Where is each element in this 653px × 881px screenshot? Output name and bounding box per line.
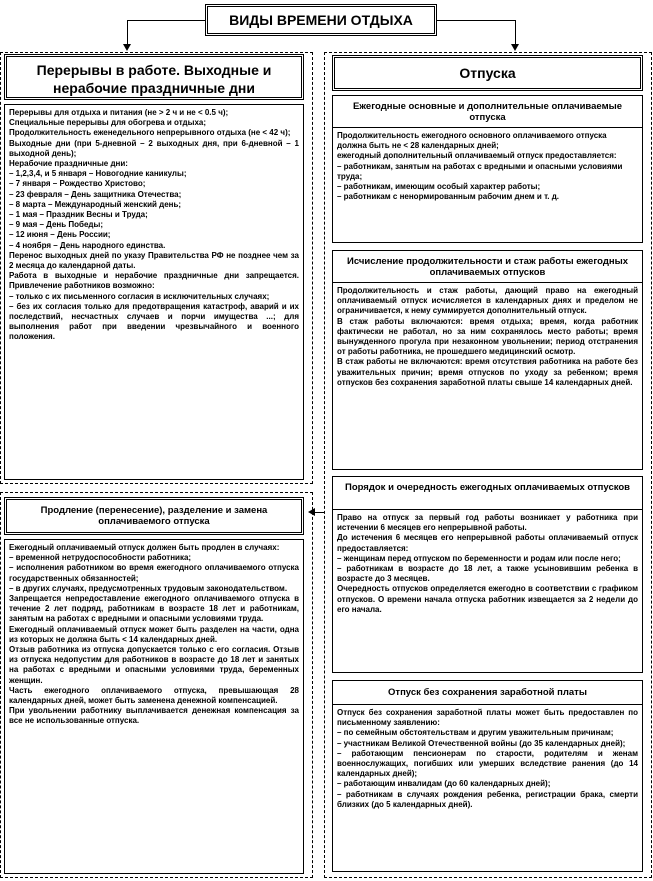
left-sub-lines — [9, 543, 299, 727]
left-sub-line: Запрещается непредоставление ежегодного оплачиваемого отпуска в течение 2 лет подряд, работникам в возрасте 18 лет и работникам, занятым на работах с вредными и опасными условиями труда. — [9, 594, 299, 624]
left-main-header: Перерывы в работе. Выходные и нерабочие праздничные дни — [4, 54, 304, 100]
left-main-line: Выходные дни (при 5-дневной – 2 выходных дня, при 6-дневной – 1 выходной день); — [9, 138, 299, 158]
right-section-1-line: – работникам с ненормированным рабочим днем и т. д. — [337, 192, 560, 202]
connector-title-right-down — [515, 20, 516, 45]
right-section-1-frame — [332, 95, 643, 243]
right-section-4-line: – работающим инвалидам (до 60 календарных дней); — [337, 779, 551, 789]
left-main-line: Специальные перерывы для обогрева и отдыха; — [9, 118, 207, 128]
right-section-2-line: Продолжительность и стаж работы, дающий право на ежегодный оплачиваемый отпуск исчисляется в календарных днях и пределом не ограничивается, к нему суммируется дополнительный отпуск. — [337, 286, 638, 316]
right-section-1-line: Продолжительность ежегодного основного оплачиваемого отпуска должна быть не < 28 календарных дней; — [337, 131, 607, 151]
left-sub-line: Ежегодный оплачиваемый отпуск может быть разделен на части, одна из которых не должна быть < 14 календарных дней. — [9, 624, 299, 644]
arrow-down-right-icon — [511, 44, 519, 51]
connector-title-right — [437, 20, 516, 21]
arrow-down-left-icon — [123, 44, 131, 51]
right-section-4-line: – работникам в случаях рождения ребенка, регистрации брака, смерти близких (до 5 календарных дней). — [337, 789, 638, 809]
right-section-2-line: В стаж работы не включаются: время отсутствия работника на работе без уважительных причин; время отпусков по уходу за ребенком; время отпусков без сохранения заработной платы свыше 14 календарных дней. — [337, 357, 638, 387]
diagram-title: ВИДЫ ВРЕМЕНИ ОТДЫХА — [205, 4, 437, 36]
connector-title-left — [127, 20, 205, 21]
right-section-1-line: – работникам, занятым на работах с вредными и опасными условиями труда; — [337, 161, 623, 181]
left-main-line: – 8 марта – Международный женский день; — [9, 199, 182, 209]
left-main-line: – только с их письменного согласия в исключительных случаях; — [9, 291, 270, 301]
right-section-2-content — [333, 283, 642, 391]
right-section-4-line: Отпуск без сохранения заработной платы может быть предоставлен по письменному заявлению: — [337, 708, 638, 728]
left-main-line: – без их согласия только для предотвращения катастроф, аварий и их последствий, несчастных случаев и порчи имущества ...; для выполнения работ при введении чрезвычайного и военного положения. — [9, 301, 299, 342]
left-main-line: Перерывы для отдыха и питания (не > 2 ч и не < 0.5 ч); — [9, 108, 229, 117]
right-section-2-frame — [332, 250, 643, 470]
right-section-2-line: В стаж работы включаются: время отдыха; время, когда работник фактически не работал, но за ним сохранялось место работы; время вынужденного прогула при незаконном увольнении; период отстранения от работы работника, не прошедшего медицинский осмотр. — [337, 316, 638, 357]
left-sub-line: Часть ежегодного оплачиваемого отпуска, превышающая 28 календарных дней, может быть заменена денежной компенсацией. — [9, 685, 299, 706]
right-section-3-line: Очередность отпусков определяется ежегодно в соответствии с графиком отпусков. О времени начала отпуска работник извещается за 2 недели до его начала. — [337, 584, 638, 614]
left-sub-line: – в других случаях, предусмотренных трудовым законодательством. — [9, 583, 288, 593]
right-main-header: Отпуска — [332, 55, 643, 91]
right-section-3-frame — [332, 476, 643, 673]
left-main-line: – 12 июня – День России; — [9, 230, 111, 240]
connector-title-left-down — [127, 20, 128, 45]
left-sub-line: При увольнении работнику выплачивается денежная компенсация за все не использованные отпуска. — [9, 706, 299, 726]
left-main-line: – 23 февраля – День защитника Отечества; — [9, 189, 182, 199]
right-section-2-header: Исчисление продолжительности и стаж работы ежегодных оплачиваемых отпусков — [333, 251, 642, 283]
left-sub-line: Ежегодный оплачиваемый отпуск должен быть продлен в случаях: — [9, 543, 280, 552]
left-sub-content — [4, 539, 304, 874]
left-main-content — [4, 104, 304, 480]
right-section-4-line: – по семейным обстоятельствам и другим уважительным причинам; — [337, 728, 614, 738]
right-section-1-line: – работникам, имеющим особый характер работы; — [337, 182, 541, 192]
left-main-line: Продолжительность еженедельного непрерывного отдыха (не < 42 ч); — [9, 128, 291, 138]
right-section-1-header: Ежегодные основные и дополнительные оплачиваемые отпуска — [333, 96, 642, 128]
right-section-4-line: – работающим пенсионерам по старости, родителям и женам военнослужащих, погибших или умерших вследствие ранения (до 14 календарных дней); — [337, 748, 638, 779]
right-section-3-line: – женщинам перед отпуском по беременности и родам или после него; — [337, 553, 621, 563]
right-section-2-lines — [337, 286, 638, 388]
right-section-3-content — [333, 510, 642, 618]
right-section-4-line: – участникам Великой Отечественной войны (до 35 календарных дней); — [337, 738, 626, 748]
left-main-line: Работа в выходные и нерабочие праздничные дни запрещается. Привлечение работников возможно: — [9, 271, 299, 291]
right-section-1-lines — [337, 131, 638, 202]
left-sub-line: – временной нетрудоспособности работника; — [9, 553, 192, 563]
right-section-4-lines — [337, 708, 638, 810]
left-main-line: – 4 ноября – День народного единства. — [9, 240, 166, 250]
left-main-line: – 1 мая – Праздник Весны и Труда; — [9, 210, 148, 220]
right-section-3-header: Порядок и очередность ежегодных оплачиваемых отпусков — [333, 477, 642, 510]
right-section-4-frame — [332, 680, 643, 872]
right-section-4-header: Отпуск без сохранения заработной платы — [333, 681, 642, 705]
left-sub-line: – исполнения работником во время ежегодного оплачиваемого отпуска государственных обязанностей; — [9, 563, 299, 583]
right-section-3-line: Право на отпуск за первый год работы возникает у работника при истечении 6 месяцев его непрерывной работы. — [337, 513, 638, 533]
left-main-lines — [9, 108, 299, 343]
left-main-line: Перенос выходных дней по указу Правительства РФ не позднее чем за 2 месяца до календарной даты. — [9, 250, 299, 271]
connector-right-to-leftsub — [314, 512, 324, 513]
left-sub-header-text: Продление (перенесение), разделение и замена оплачиваемого отпуска — [40, 505, 268, 527]
right-section-3-lines — [337, 513, 638, 615]
right-section-3-line: До истечения 6 месяцев его непрерывной работы оплачиваемый отпуск предоставляется: — [337, 533, 638, 553]
left-main-line: Нерабочие праздничные дни: — [9, 159, 128, 169]
left-main-line: – 7 января – Рождество Христово; — [9, 179, 146, 189]
right-section-4-content — [333, 705, 642, 813]
left-sub-line: Отзыв работника из отпуска допускается только с его согласия. Отзыв из отпуска недопустим для работников в возрасте до 18 лет и занятых на работах с вредными и опасными условиями труда, беременных женщин. — [9, 645, 299, 685]
right-section-1-content — [333, 128, 642, 205]
left-main-line: – 1,2,3,4, и 5 января – Новогодние каникулы; — [9, 169, 187, 179]
left-sub-header — [4, 497, 304, 535]
right-section-3-line: – работникам в возрасте до 18 лет, а также усыновившим ребенка в возрасте до 3 месяцев. — [337, 564, 638, 584]
left-main-line: – 9 мая – День Победы; — [9, 220, 103, 230]
right-section-1-line: ежегодный дополнительный оплачиваемый отпуск предоставляется: — [337, 151, 617, 161]
